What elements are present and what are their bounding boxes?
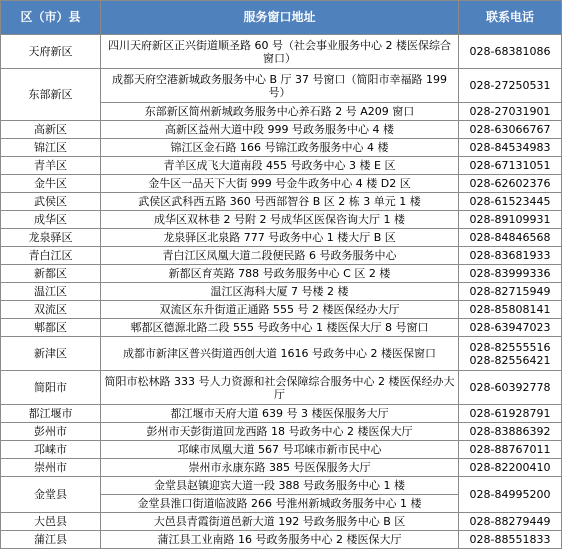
phone-cell: 028-60392778	[459, 371, 562, 405]
phone-cell: 028-27031901	[459, 103, 562, 121]
district-cell: 成华区	[1, 211, 101, 229]
table-row	[1, 247, 562, 265]
table-row	[1, 477, 562, 495]
address-cell: 新都区育英路 788 号政务服务中心 C 区 2 楼	[101, 265, 459, 283]
address-cell: 龙泉驿区北泉路 777 号政务中心 1 楼大厅 B 区	[101, 229, 459, 247]
table-row	[1, 69, 562, 103]
district-cell: 简阳市	[1, 371, 101, 405]
table-row	[1, 337, 562, 371]
address-cell: 彭州市天彭街道回龙西路 18 号政务中心 2 楼医保大厅	[101, 423, 459, 441]
table-row	[1, 121, 562, 139]
table-row	[1, 423, 562, 441]
table-row	[1, 35, 562, 69]
district-cell: 崇州市	[1, 459, 101, 477]
address-cell: 金牛区一品天下大街 999 号金牛政务中心 4 楼 D2 区	[101, 175, 459, 193]
table-row	[1, 139, 562, 157]
table-row	[1, 175, 562, 193]
address-cell: 东部新区简州新城政务服务中心养石路 2 号 A209 窗口	[101, 103, 459, 121]
phone-cell: 028-88279449	[459, 513, 562, 531]
address-cell: 成华区双林巷 2 号附 2 号成华区医保咨询大厅 1 楼	[101, 211, 459, 229]
header-district: 区（市）县	[1, 1, 101, 35]
phone-cell: 028-67131051	[459, 157, 562, 175]
district-cell: 新津区	[1, 337, 101, 371]
phone-cell: 028-89109931	[459, 211, 562, 229]
table-row	[1, 193, 562, 211]
phone-cell: 028-88551833	[459, 531, 562, 549]
phone-cell: 028-83999336	[459, 265, 562, 283]
address-cell: 高新区益州大道中段 999 号政务服务中心 4 楼	[101, 121, 459, 139]
address-cell: 简阳市松林路 333 号人力资源和社会保障综合服务中心 2 楼医保经办大厅	[101, 371, 459, 405]
address-cell: 大邑县青霞街道邑新大道 192 号政务服务中心 B 区	[101, 513, 459, 531]
address-cell: 成都市新津区普兴街道西创大道 1616 号政务中心 2 楼医保窗口	[101, 337, 459, 371]
district-cell: 大邑县	[1, 513, 101, 531]
district-cell: 温江区	[1, 283, 101, 301]
table-row	[1, 301, 562, 319]
phone-cell: 028-82200410	[459, 459, 562, 477]
address-cell: 邛崃市凤凰大道 567 号邛崃市新市民中心	[101, 441, 459, 459]
phone-cell: 028-82715949	[459, 283, 562, 301]
district-cell: 郫都区	[1, 319, 101, 337]
phone-cell: 028-83886392	[459, 423, 562, 441]
table-row	[1, 265, 562, 283]
phone-cell	[459, 337, 562, 371]
address-cell: 武侯区武科西五路 360 号西部智谷 B 区 2 栋 3 单元 1 楼	[101, 193, 459, 211]
district-cell: 青羊区	[1, 157, 101, 175]
phone-cell: 028-27250531	[459, 69, 562, 103]
phone-cell: 028-84995200	[459, 477, 562, 513]
phone-cell: 028-61523445	[459, 193, 562, 211]
address-cell: 双流区东升街道正通路 555 号 2 楼医保经办大厅	[101, 301, 459, 319]
district-cell: 龙泉驿区	[1, 229, 101, 247]
district-cell: 双流区	[1, 301, 101, 319]
district-cell: 东部新区	[1, 69, 101, 121]
table-row	[1, 405, 562, 423]
phone-line: 028-82556421	[469, 353, 551, 367]
phone-cell: 028-63066767	[459, 121, 562, 139]
phone-cell: 028-68381086	[459, 35, 562, 69]
address-cell: 青羊区成飞大道南段 455 号政务中心 3 楼 E 区	[101, 157, 459, 175]
phone-cell: 028-84534983	[459, 139, 562, 157]
phone-cell: 028-84846568	[459, 229, 562, 247]
table-row	[1, 211, 562, 229]
table-header-row	[1, 1, 562, 35]
district-cell: 锦江区	[1, 139, 101, 157]
table-row	[1, 157, 562, 175]
address-cell: 崇州市永康东路 385 号医保服务大厅	[101, 459, 459, 477]
phone-cell: 028-62602376	[459, 175, 562, 193]
table-row	[1, 229, 562, 247]
address-cell: 金堂县淮口街道临波路 266 号淮州新城政务服务中心 1 楼	[101, 495, 459, 513]
header-phone: 联系电话	[459, 1, 562, 35]
address-cell: 成都天府空港新城政务服务中心 B 厅 37 号窗口（简阳市幸福路 199 号）	[101, 69, 459, 103]
district-cell: 邛崃市	[1, 441, 101, 459]
table-row	[1, 513, 562, 531]
district-cell: 新都区	[1, 265, 101, 283]
address-cell: 温江区海科大厦 7 号楼 2 楼	[101, 283, 459, 301]
address-cell: 金堂县赵镇迎宾大道一段 388 号政务服务中心 1 楼	[101, 477, 459, 495]
table-row	[1, 319, 562, 337]
table-row	[1, 371, 562, 405]
phone-cell: 028-61928791	[459, 405, 562, 423]
district-cell: 武侯区	[1, 193, 101, 211]
address-cell: 蒲江县工业南路 16 号政务服务中心 2 楼医保大厅	[101, 531, 459, 549]
address-cell: 青白江区凤凰大道二段便民路 6 号政务服务中心	[101, 247, 459, 265]
phone-cell: 028-85808141	[459, 301, 562, 319]
district-cell: 金堂县	[1, 477, 101, 513]
table-row	[1, 459, 562, 477]
table-row	[1, 441, 562, 459]
district-cell: 彭州市	[1, 423, 101, 441]
address-cell: 四川天府新区正兴街道顺圣路 60 号（社会事业服务中心 2 楼医保综合窗口）	[101, 35, 459, 69]
district-cell: 天府新区	[1, 35, 101, 69]
district-cell: 都江堰市	[1, 405, 101, 423]
phone-cell: 028-88767011	[459, 441, 562, 459]
header-address: 服务窗口地址	[101, 1, 459, 35]
address-cell: 郫都区德源北路二段 555 号政务中心 1 楼医保大厅 8 号窗口	[101, 319, 459, 337]
district-cell: 金牛区	[1, 175, 101, 193]
district-cell: 青白江区	[1, 247, 101, 265]
phone-cell: 028-63947023	[459, 319, 562, 337]
address-cell: 锦江区金石路 166 号锦江政务服务中心 4 楼	[101, 139, 459, 157]
phone-line: 028-82555516	[469, 340, 551, 354]
phone-cell: 028-83681933	[459, 247, 562, 265]
district-cell: 蒲江县	[1, 531, 101, 549]
district-cell: 高新区	[1, 121, 101, 139]
address-cell: 都江堰市天府大道 639 号 3 楼医保服务大厅	[101, 405, 459, 423]
table-row	[1, 531, 562, 549]
table-row	[1, 283, 562, 301]
